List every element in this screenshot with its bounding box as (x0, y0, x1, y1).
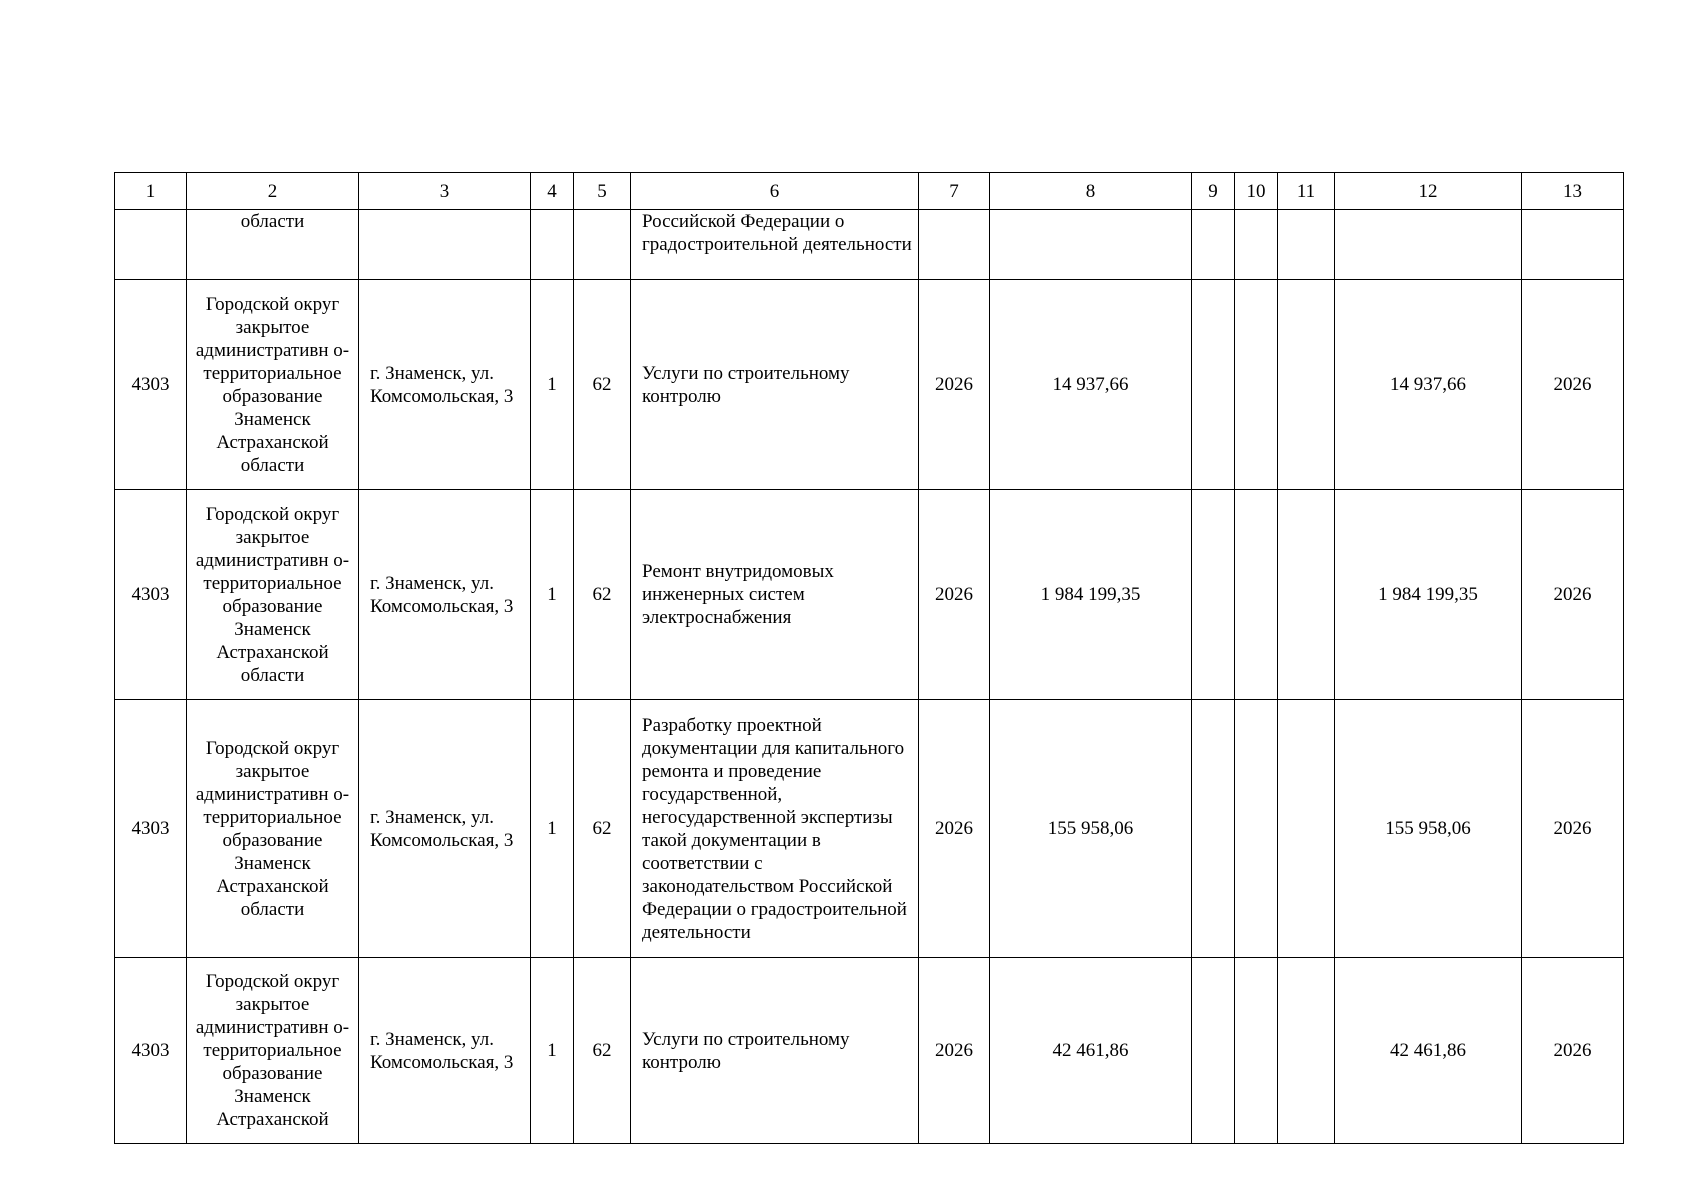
municipality-cell: Городской округ закрытое административн о-территориальное образование Знаменск Астраханской (187, 958, 359, 1144)
row-number-cell: 4303 (115, 490, 187, 700)
cost-cell: 42 461,86 (990, 958, 1192, 1144)
table-row (115, 210, 1624, 280)
table-row (115, 958, 1624, 1144)
row-number-cell: 4303 (115, 700, 187, 958)
col11-cell (1278, 958, 1335, 1144)
column-header: 4 (531, 173, 574, 210)
work-type-cell: Ремонт внутридомовых инженерных систем электроснабжения (631, 490, 919, 700)
row-number-cell: 4303 (115, 958, 187, 1144)
completion-year-cell (1522, 210, 1624, 280)
address-cell: г. Знаменск, ул. Комсомольская, 3 (359, 280, 531, 490)
col9-cell (1192, 280, 1235, 490)
col4-cell: 1 (531, 700, 574, 958)
column-header: 3 (359, 173, 531, 210)
cost-cell: 1 984 199,35 (990, 490, 1192, 700)
col10-cell (1235, 490, 1278, 700)
col10-cell (1235, 958, 1278, 1144)
address-cell (359, 210, 531, 280)
column-header: 11 (1278, 173, 1335, 210)
col5-cell (574, 210, 631, 280)
column-header: 5 (574, 173, 631, 210)
column-header: 7 (919, 173, 990, 210)
table-row (115, 280, 1624, 490)
col4-cell: 1 (531, 280, 574, 490)
row-number-cell: 4303 (115, 280, 187, 490)
cost-cell: 14 937,66 (990, 280, 1192, 490)
municipality-cell: Городской округ закрытое административн о-территориальное образование Знаменск Астраханской области (187, 280, 359, 490)
completion-year-cell: 2026 (1522, 490, 1624, 700)
column-header: 8 (990, 173, 1192, 210)
year-cell (919, 210, 990, 280)
col5-cell: 62 (574, 490, 631, 700)
col5-cell: 62 (574, 700, 631, 958)
column-header: 2 (187, 173, 359, 210)
year-cell: 2026 (919, 700, 990, 958)
municipality-cell: Городской округ закрытое административн о-территориальное образование Знаменск Астраханской области (187, 700, 359, 958)
total-cost-cell: 1 984 199,35 (1335, 490, 1522, 700)
column-header: 9 (1192, 173, 1235, 210)
col4-cell: 1 (531, 490, 574, 700)
year-cell: 2026 (919, 958, 990, 1144)
year-cell: 2026 (919, 280, 990, 490)
col10-cell (1235, 210, 1278, 280)
work-type-cell: Российской Федерации о градостроительной деятельности (631, 210, 919, 280)
total-cost-cell (1335, 210, 1522, 280)
address-cell: г. Знаменск, ул. Комсомольская, 3 (359, 958, 531, 1144)
col5-cell: 62 (574, 280, 631, 490)
completion-year-cell: 2026 (1522, 958, 1624, 1144)
work-type-cell: Услуги по строительному контролю (631, 958, 919, 1144)
municipality-cell: области (187, 210, 359, 280)
municipality-cell: Городской округ закрытое административн о-территориальное образование Знаменск Астраханской области (187, 490, 359, 700)
col11-cell (1278, 700, 1335, 958)
cost-cell: 155 958,06 (990, 700, 1192, 958)
col9-cell (1192, 700, 1235, 958)
col4-cell (531, 210, 574, 280)
total-cost-cell: 14 937,66 (1335, 280, 1522, 490)
column-header: 10 (1235, 173, 1278, 210)
cost-cell (990, 210, 1192, 280)
col9-cell (1192, 490, 1235, 700)
col5-cell: 62 (574, 958, 631, 1144)
work-type-cell: Услуги по строительному контролю (631, 280, 919, 490)
col9-cell (1192, 958, 1235, 1144)
address-cell: г. Знаменск, ул. Комсомольская, 3 (359, 490, 531, 700)
table-row (115, 700, 1624, 958)
col10-cell (1235, 280, 1278, 490)
col11-cell (1278, 280, 1335, 490)
column-header: 1 (115, 173, 187, 210)
work-type-cell: Разработку проектной документации для капитального ремонта и проведение государственной, негосударственной экспертизы такой документации в соответствии с законодательством Российской Федерации о градостроительной деятельности (631, 700, 919, 958)
col9-cell (1192, 210, 1235, 280)
column-header: 12 (1335, 173, 1522, 210)
col10-cell (1235, 700, 1278, 958)
completion-year-cell: 2026 (1522, 700, 1624, 958)
year-cell: 2026 (919, 490, 990, 700)
header-row (115, 173, 1624, 210)
col4-cell: 1 (531, 958, 574, 1144)
work-plan-table (114, 172, 1624, 1144)
col11-cell (1278, 210, 1335, 280)
column-header: 6 (631, 173, 919, 210)
completion-year-cell: 2026 (1522, 280, 1624, 490)
column-header: 13 (1522, 173, 1624, 210)
table-row (115, 490, 1624, 700)
total-cost-cell: 155 958,06 (1335, 700, 1522, 958)
col11-cell (1278, 490, 1335, 700)
address-cell: г. Знаменск, ул. Комсомольская, 3 (359, 700, 531, 958)
total-cost-cell: 42 461,86 (1335, 958, 1522, 1144)
row-number-cell (115, 210, 187, 280)
